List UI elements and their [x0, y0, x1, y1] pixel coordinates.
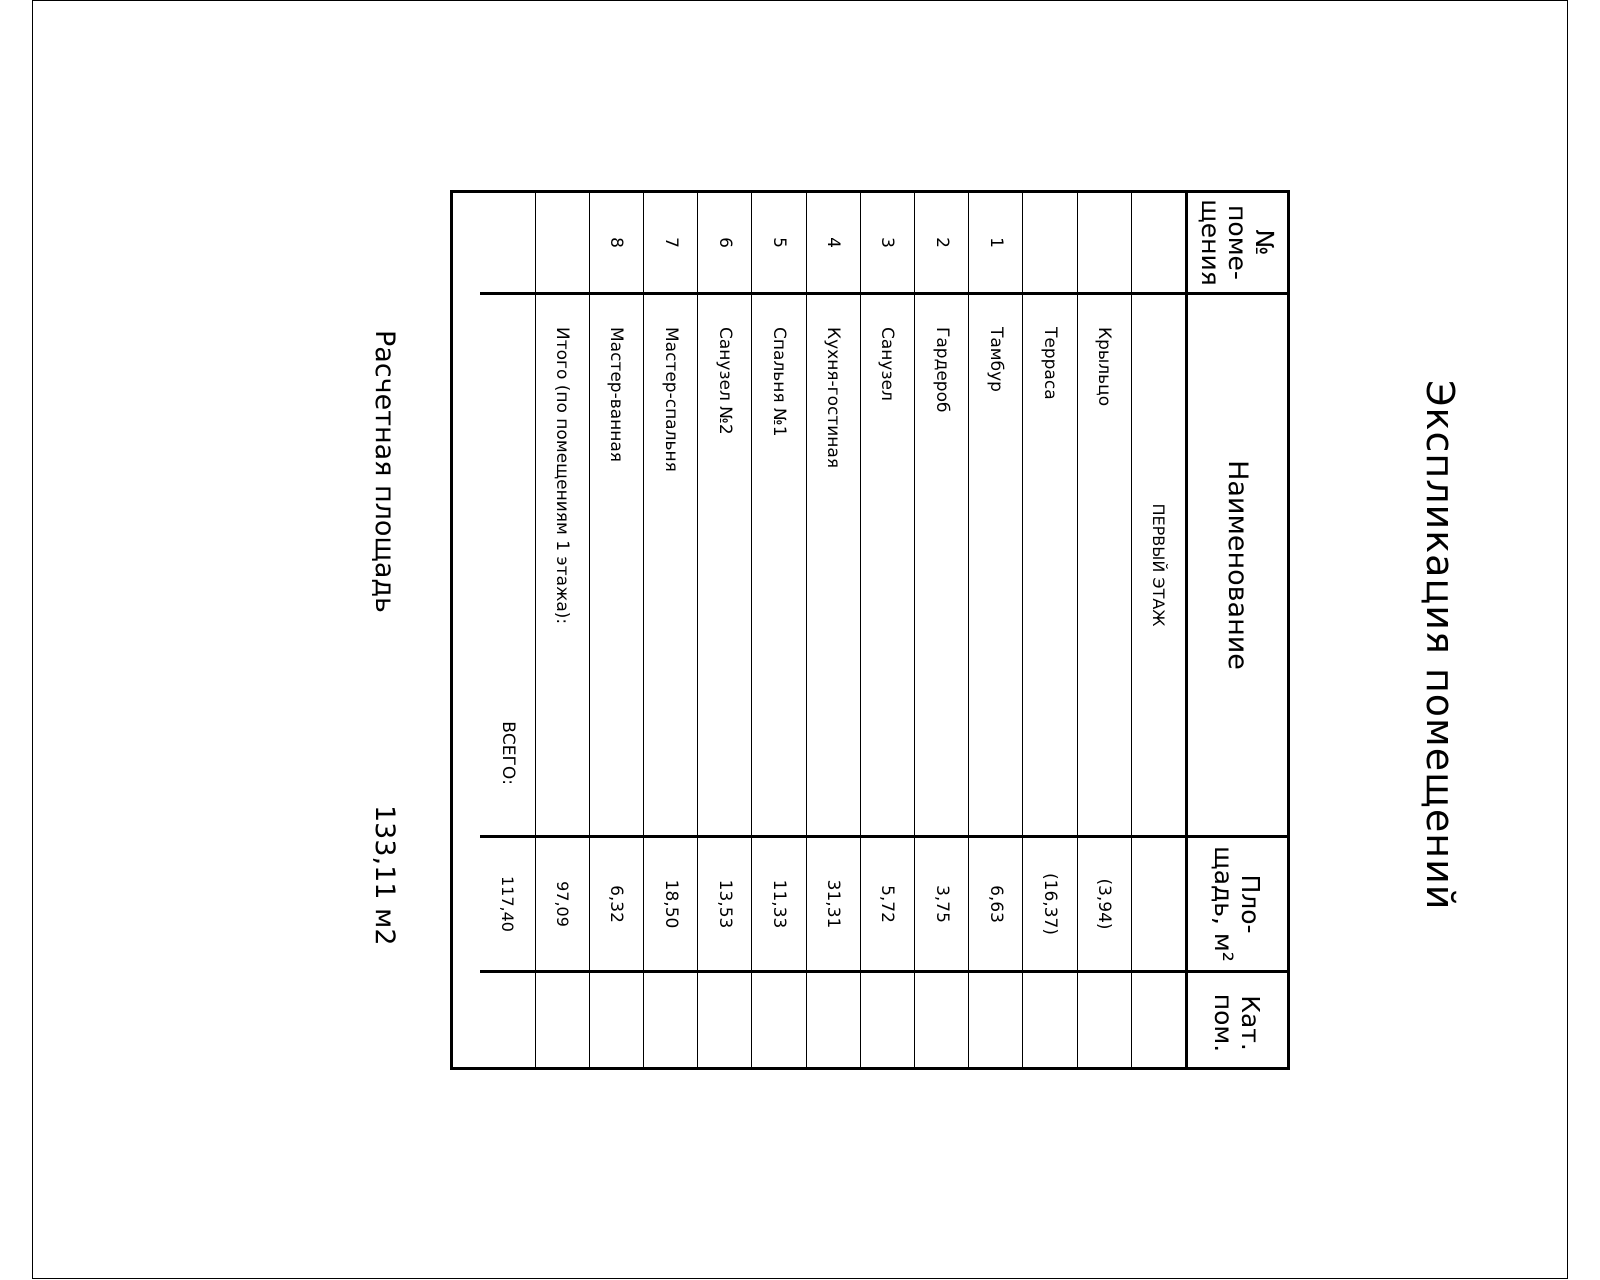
estimated-area-label: Расчетная площадь: [369, 330, 400, 613]
cell-number: [480, 193, 534, 295]
cell-area: 5,72: [861, 838, 914, 973]
cell-name: Санузел: [861, 295, 914, 838]
cell-category: [480, 973, 534, 1073]
cell-area: 31,31: [807, 838, 860, 973]
cell-name: Крыльцо: [1078, 295, 1131, 838]
cell-area: [1132, 838, 1185, 973]
table-header-row: [1185, 193, 1287, 1067]
cell-category: [969, 973, 1022, 1073]
cell-name: Кухня-гостиная: [807, 295, 860, 838]
estimated-area-value: 133,11 м2: [369, 805, 400, 946]
cell-area: 117,40: [480, 838, 534, 973]
header-name: Наименование: [1188, 295, 1287, 838]
cell-area: 6,32: [590, 838, 643, 973]
cell-category: [915, 973, 968, 1073]
cell-area: 97,09: [536, 838, 589, 973]
cell-category: [698, 973, 751, 1073]
section-row: [1131, 193, 1185, 1067]
cell-category: [536, 973, 589, 1073]
cell-category: [807, 973, 860, 1073]
cell-number: 3: [861, 193, 914, 295]
cell-number: 2: [915, 193, 968, 295]
cell-number: [1132, 193, 1185, 295]
cell-name: Мастер-ванная: [590, 295, 643, 838]
header-area: Пло- щадь, м²: [1188, 838, 1287, 973]
cell-category: [644, 973, 697, 1073]
cell-area: 18,50: [644, 838, 697, 973]
cell-category: [752, 973, 805, 1073]
cell-name: ПЕРВЫЙ ЭТАЖ: [1132, 295, 1185, 838]
table-row: [806, 193, 860, 1067]
cell-area: 6,63: [969, 838, 1022, 973]
cell-area: (16,37): [1023, 838, 1076, 973]
document-title: Экспликация помещений: [1418, 380, 1462, 911]
cell-number: 1: [969, 193, 1022, 295]
cell-category: [861, 973, 914, 1073]
cell-number: 6: [698, 193, 751, 295]
cell-name: Санузел №2: [698, 295, 751, 838]
cell-number: 7: [644, 193, 697, 295]
table-row: [1022, 193, 1076, 1067]
cell-area: 11,33: [752, 838, 805, 973]
table-row: [860, 193, 914, 1067]
cell-area: (3,94): [1078, 838, 1131, 973]
cell-area: 3,75: [915, 838, 968, 973]
cell-number: 8: [590, 193, 643, 295]
table-row: [1077, 193, 1131, 1067]
cell-category: [590, 973, 643, 1073]
cell-category: [1132, 973, 1185, 1073]
cell-name: ВСЕГО:: [480, 295, 534, 838]
cell-category: [1023, 973, 1076, 1073]
cell-number: 4: [807, 193, 860, 295]
cell-name: Мастер-спальня: [644, 295, 697, 838]
table-row: [751, 193, 805, 1067]
cell-name: Итого (по помещениям 1 этажа):: [536, 295, 589, 838]
cell-number: [1078, 193, 1131, 295]
header-category: Кат. пом.: [1209, 993, 1266, 1053]
cell-area: 13,53: [698, 838, 751, 973]
cell-category: [1078, 973, 1131, 1073]
table-row: [968, 193, 1022, 1067]
table-row: [589, 193, 643, 1067]
rotated-sheet: [369, 0, 1475, 1250]
cell-name: Терраса: [1023, 295, 1076, 838]
cell-number: 5: [752, 193, 805, 295]
cell-name: Тамбур: [969, 295, 1022, 838]
cell-name: Спальня №1: [752, 295, 805, 838]
total-row: [480, 193, 534, 1067]
table-row: [697, 193, 751, 1067]
cell-name: Гардероб: [915, 295, 968, 838]
table-row: [914, 193, 968, 1067]
table-row: [643, 193, 697, 1067]
subtotal-row: [535, 193, 589, 1067]
rooms-table: [450, 190, 1290, 1070]
cell-number: [1023, 193, 1076, 295]
cell-number: [536, 193, 589, 295]
header-number: № поме- щения: [1188, 193, 1287, 295]
